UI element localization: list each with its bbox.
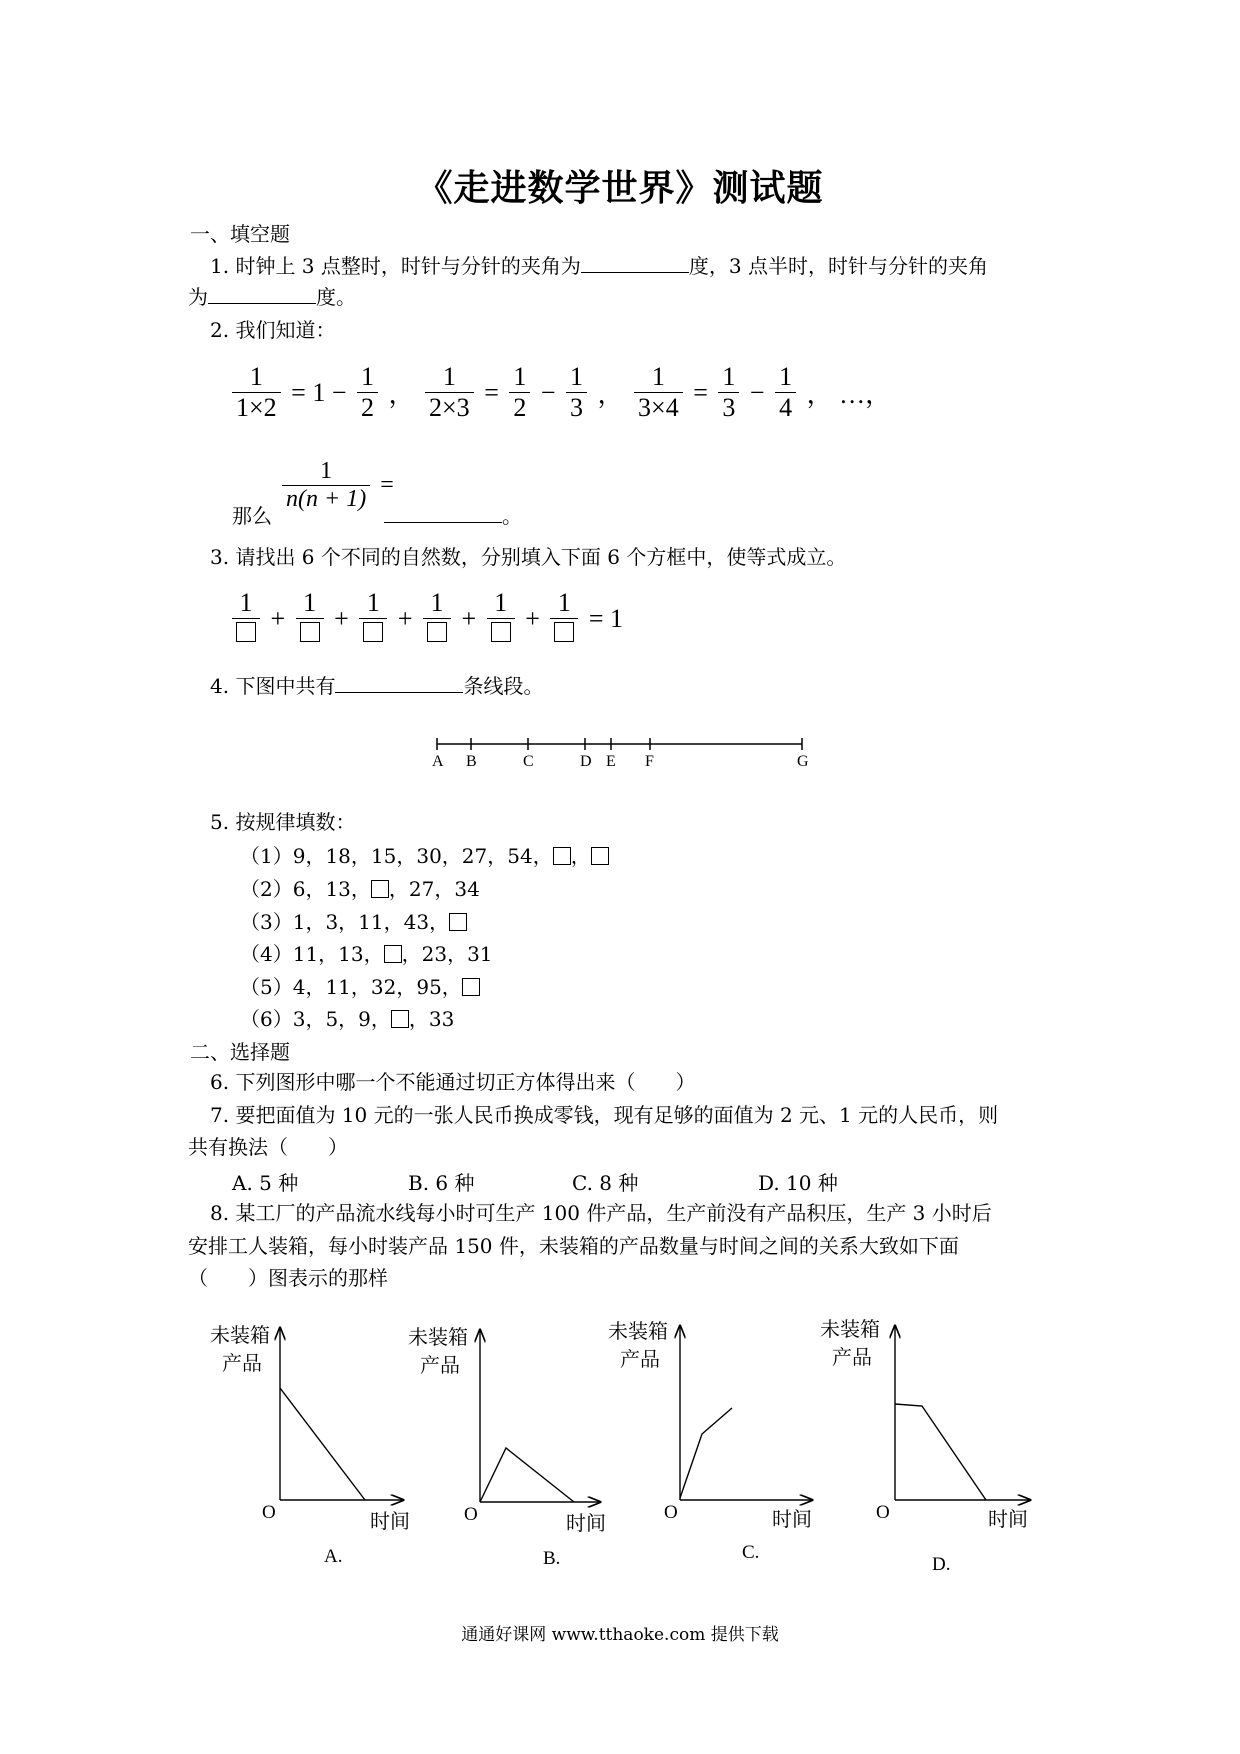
sequence-row-5: （5）4，11，32，95， [240, 971, 480, 1000]
point-label: C [523, 753, 534, 770]
question-3-text: 3. 请找出 6 个不同的自然数，分别填入下面 6 个方框中，使等式成立。 [210, 545, 847, 569]
option-d[interactable]: D. 10 种 [758, 1171, 838, 1195]
fraction: 1 [487, 588, 515, 649]
x-axis-label: 时间 [772, 1507, 812, 1531]
x-axis-label: 时间 [988, 1507, 1028, 1531]
fraction: 1 [359, 588, 387, 649]
section-choice-title: 二、选择题 [190, 1040, 290, 1064]
question-2-intro: 2. 我们知道： [210, 318, 336, 342]
answer-box[interactable] [553, 847, 571, 865]
fraction: $\frac{1}{n(n + 1)}$ [282, 458, 370, 513]
section-fill-title: 一、填空题 [190, 222, 290, 246]
answer-blank[interactable] [581, 252, 689, 273]
graph-line [895, 1404, 986, 1500]
graph-d [810, 1300, 1040, 1570]
question-1-line2 [188, 283, 356, 311]
general-fraction: $\frac{1}{n(n + 1)}$ = [282, 458, 398, 513]
question-8-line2: 安排工人装箱，每小时装产品 150 件，未装箱的产品数量与时间之间的关系大致如下面 [188, 1234, 959, 1258]
question-1-part2: 度，3 点半时，时针与分针的夹角 [688, 254, 988, 278]
option-c[interactable]: C. 8 种 [572, 1171, 639, 1195]
y-axis-label: 产品 [620, 1347, 660, 1371]
fraction: 1 [550, 588, 578, 649]
sequence-row-2: （2）6，13， ，27，34 [240, 877, 480, 901]
question-2-then: 那么 [232, 504, 272, 528]
answer-box[interactable] [462, 978, 480, 996]
egyptian-fraction-equation: 1 + 1 + 1 + 1 + 1 + 1 = 1 [232, 588, 627, 649]
graph-option-label: B. [543, 1548, 561, 1569]
option-b[interactable]: B. 6 种 [408, 1171, 475, 1195]
answer-box[interactable] [363, 622, 383, 642]
graph-b [398, 1300, 608, 1570]
answer-box[interactable] [591, 847, 609, 865]
fraction: $\frac{1}{3}$ [566, 362, 587, 423]
y-axis-label: 未装箱 [210, 1323, 270, 1347]
question-7-line1: 7. 要把面值为 10 元的一张人民币换成零钱，现有足够的面值为 2 元、1 元的人民币，则 [210, 1103, 999, 1127]
graph-line [280, 1388, 365, 1500]
sequence-row-3: （3）1，3，11，43， [240, 906, 467, 935]
graph-line [680, 1408, 732, 1498]
answer-blank[interactable] [335, 672, 463, 693]
point-label: B [466, 753, 477, 770]
answer-blank[interactable] [384, 502, 502, 523]
fraction: $\frac{1}{1\times 2}$ [232, 362, 281, 423]
point-label: G [797, 753, 809, 770]
answer-box[interactable] [554, 622, 574, 642]
y-axis-label: 未装箱 [608, 1319, 668, 1343]
y-axis-label: 未装箱 [820, 1317, 880, 1341]
fraction: $\frac{1}{3\times 4}$ [634, 362, 683, 423]
origin-label: O [464, 1504, 478, 1525]
answer-box[interactable] [300, 622, 320, 642]
graph-option-label: C. [742, 1542, 760, 1563]
graph-a [200, 1300, 410, 1570]
question-8-line3: （ ）图表示的那样 [188, 1266, 388, 1290]
fraction: $\frac{1}{2}$ [357, 362, 378, 423]
question-1-line1 [210, 252, 988, 280]
question-1-part3: 为 [188, 285, 208, 309]
answer-box[interactable] [236, 622, 256, 642]
answer-box[interactable] [449, 913, 467, 931]
y-axis-label: 未装箱 [408, 1325, 468, 1349]
fraction: $\frac{1}{3}$ [718, 362, 739, 423]
fraction: 1 [423, 588, 451, 649]
equation-row: $\frac{1}{1\times 2}$ = 1 − $\frac{1}{2}$ ， $\frac{1}{2\times 3}$ = $\frac{1}{2}$ − $\frac{1}{3}$ ， $\frac{1}{3\times 4}$ = $\frac{1}{3}$ − $\frac{1}{4}$ ， …， [232, 362, 895, 423]
question-1-part1: 1. 时钟上 3 点整时，时针与分针的夹角为 [210, 254, 581, 278]
point-label: D [580, 753, 592, 770]
x-axis-label: 时间 [566, 1511, 606, 1535]
y-axis-label: 产品 [420, 1353, 460, 1377]
page-footer: 通通好课网 www.tthaoke.com 提供下载 [461, 1625, 779, 1645]
origin-label: O [262, 1502, 276, 1523]
option-a[interactable]: A. 5 种 [232, 1171, 299, 1195]
question-4-line: 4. 下图中共有 条线段。 [210, 674, 544, 698]
graph-line [480, 1448, 574, 1502]
question-1-part4: 度。 [316, 285, 356, 309]
page-title: 《走进数学世界》测试题 [416, 167, 824, 209]
question-6-text: 6. 下列图形中哪一个不能通过切正方体得出来（ ） [210, 1070, 696, 1094]
y-axis-label: 产品 [222, 1351, 262, 1375]
origin-label: O [664, 1502, 678, 1523]
question-5-intro: 5. 按规律填数： [210, 810, 356, 834]
sequence-row-6: （6）3，5，9， ，33 [240, 1007, 455, 1031]
graph-c [600, 1300, 820, 1570]
origin-label: O [876, 1502, 890, 1523]
fraction: 1 [296, 588, 324, 649]
answer-box[interactable] [427, 622, 447, 642]
question-7-line2: 共有换法（ ） [188, 1135, 348, 1159]
graph-option-label: A. [324, 1546, 343, 1567]
point-label: E [606, 753, 616, 770]
fraction: 1 [232, 588, 260, 649]
x-axis-label: 时间 [370, 1509, 410, 1533]
point-label: A [432, 753, 444, 770]
line-segment-diagram [425, 722, 825, 772]
point-label: F [645, 753, 654, 770]
fraction: $\frac{1}{4}$ [775, 362, 796, 423]
answer-box[interactable] [491, 622, 511, 642]
answer-box[interactable] [371, 880, 389, 898]
sequence-row-4: （4）11，13， ，23，31 [240, 942, 493, 966]
fraction: $\frac{1}{2}$ [509, 362, 530, 423]
answer-box[interactable] [391, 1010, 409, 1028]
fraction: $\frac{1}{2\times 3}$ [425, 362, 474, 423]
sequence-row-1: （1）9，18，15，30，27，54， ， [240, 840, 609, 869]
question-8-line1: 8. 某工厂的产品流水线每小时可生产 100 件产品，生产前没有产品积压，生产 3 小时后 [210, 1201, 992, 1225]
answer-blank[interactable] [208, 283, 316, 304]
question-2-answer: 。 [384, 502, 522, 530]
graph-option-label: D. [932, 1554, 951, 1570]
answer-box[interactable] [384, 945, 402, 963]
y-axis-label: 产品 [832, 1345, 872, 1369]
